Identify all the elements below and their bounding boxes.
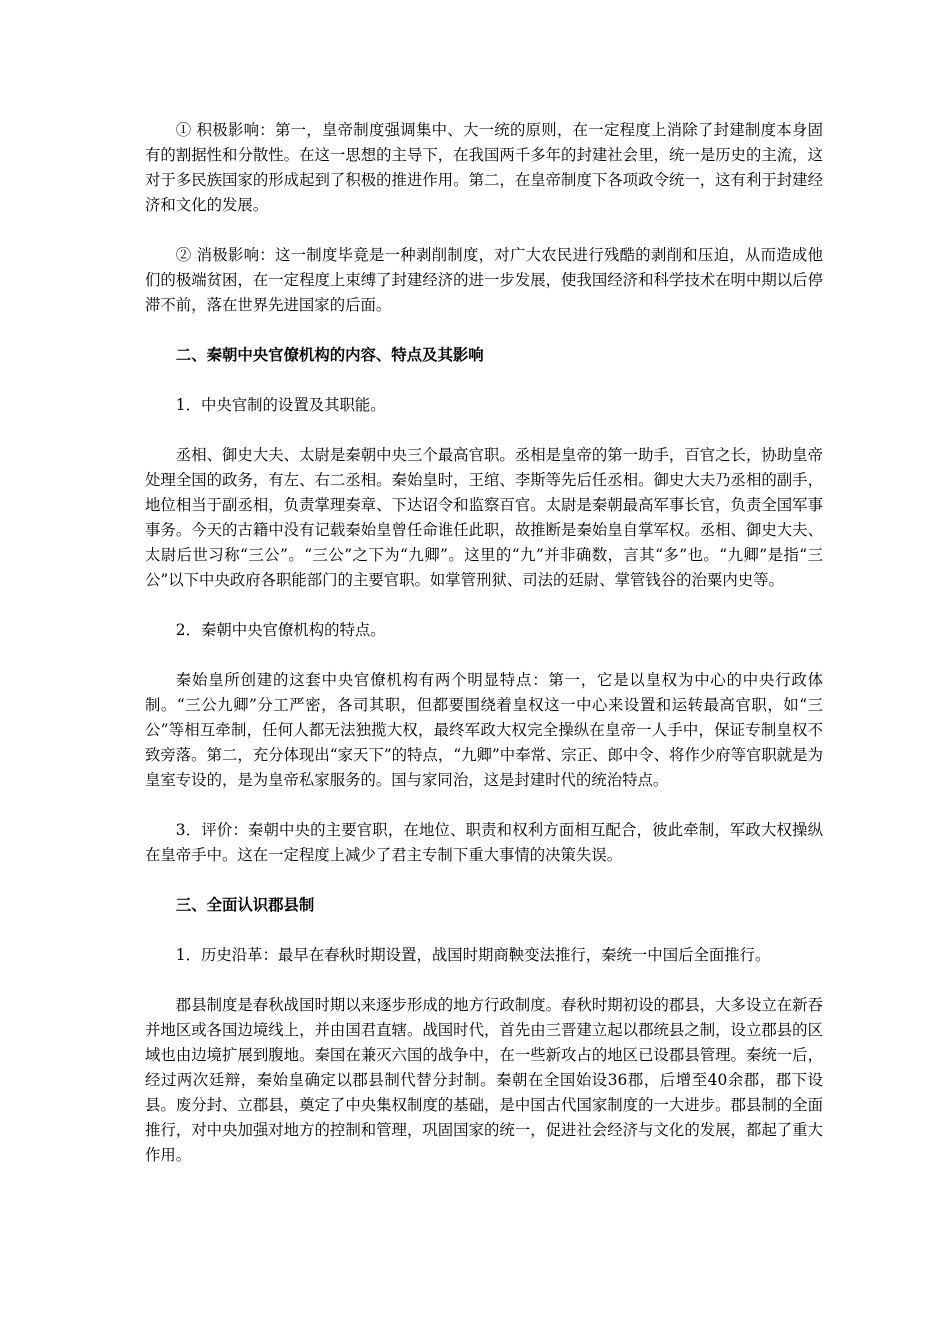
paragraph-three-lords: 丞相、御史大夫、太尉是秦朝中央三个最高官职。丞相是皇帝的第一助手，百官之长，协助皇帝处理全国的政务，有左、右二丞相。秦始皇时，王绾、李斯等先后任丞相。御史大夫乃丞相的副手，地位相当于副丞相，负责掌理奏章、下达诏令和监察百官。太尉是秦朝最高军事长官，负责全国军事事务。今天的古籍中没有记载秦始皇曾任命谁任此职，故推断是秦始皇自掌军权。丞相、御史大夫、太尉后世习称“三公”。“三公”之下为“九卿”。这里的“九”并非确数，言其“多”也。“九卿”是指“三公”以下中央政府各职能部门的主要官职。如掌管刑狱、司法的廷尉、掌管钱谷的治粟内史等。 [145,446,823,589]
paragraph-historical-evolution: 1．历史沿革：最早在春秋时期设置，战国时期商鞅变法推行，秦统一中国后全面推行。 [175,946,771,964]
paragraph-features-detail: 秦始皇所创建的这套中央官僚机构有两个明显特点：第一，它是以皇权为中心的中央行政体制。“三公九卿”分工严密，各司其职，但都要围绕着皇权这一中心来设置和运转最高官职，如“三公”等相互牵制，任何人都无法独揽大权，最终军政大权完全操纵在皇帝一人手中，保证专制皇权不致旁落。第二，充分体现出“家天下”的特点，“九卿”中奉常、宗正、郎中令、将作少府等官职就是为皇室专设的，是为皇帝私家服务的。国与家同治，这是封建时代的统治特点。 [145,671,823,789]
document-page [145,118,823,1168]
paragraph-positive-impact: ① 积极影响：第一，皇帝制度强调集中、大一统的原则，在一定程度上消除了封建制度本身固有的割据性和分散性。在这一思想的主导下，在我国两千多年的封建社会里，统一是历史的主流，这对于多民族国家的形成起到了积极的推进作用。第二，在皇帝制度下各项政令统一，这有利于封建经济和文化的发展。 [145,121,823,214]
paragraph-evaluation: 3．评价：秦朝中央的主要官职，在地位、职责和权利方面相互配合，彼此牵制，军政大权操纵在皇帝手中。这在一定程度上减少了君主专制下重大事情的决策失误。 [145,821,823,864]
section-heading-commandery-county: 三、全面认识郡县制 [175,896,315,914]
subheading-central-offices: 1．中央官制的设置及其职能。 [175,396,386,414]
section-heading-qin-central-bureaucracy: 二、秦朝中央官僚机构的内容、特点及其影响 [175,346,484,364]
subheading-bureaucracy-features: 2．秦朝中央官僚机构的特点。 [175,621,386,639]
paragraph-commandery-county-detail: 郡县制度是春秋战国时期以来逐步形成的地方行政制度。春秋时期初设的郡县，大多设立在新吞并地区或各国边境线上，并由国君直辖。战国时代，首先由三晋建立起以郡统县之制，设立郡县的区域也由边境扩展到腹地。秦国在兼灭六国的战争中，在一些新攻占的地区已设郡县管理。秦统一后，经过两次廷辩，秦始皇确定以郡县制代替分封制。秦朝在全国始设36郡，后增至40余郡，郡下设县。废分封、立郡县，奠定了中央集权制度的基础，是中国古代国家制度的一大进步。郡县制的全面推行，对中央加强对地方的控制和管理，巩固国家的统一，促进社会经济与文化的发展，都起了重大作用。 [145,996,823,1164]
paragraph-negative-impact: ② 消极影响：这一制度毕竟是一种剥削制度，对广大农民进行残酷的剥削和压迫，从而造成他们的极端贫困，在一定程度上束缚了封建经济的进一步发展，使我国经济和科学技术在明中期以后停滞不前，落在世界先进国家的后面。 [145,246,823,314]
